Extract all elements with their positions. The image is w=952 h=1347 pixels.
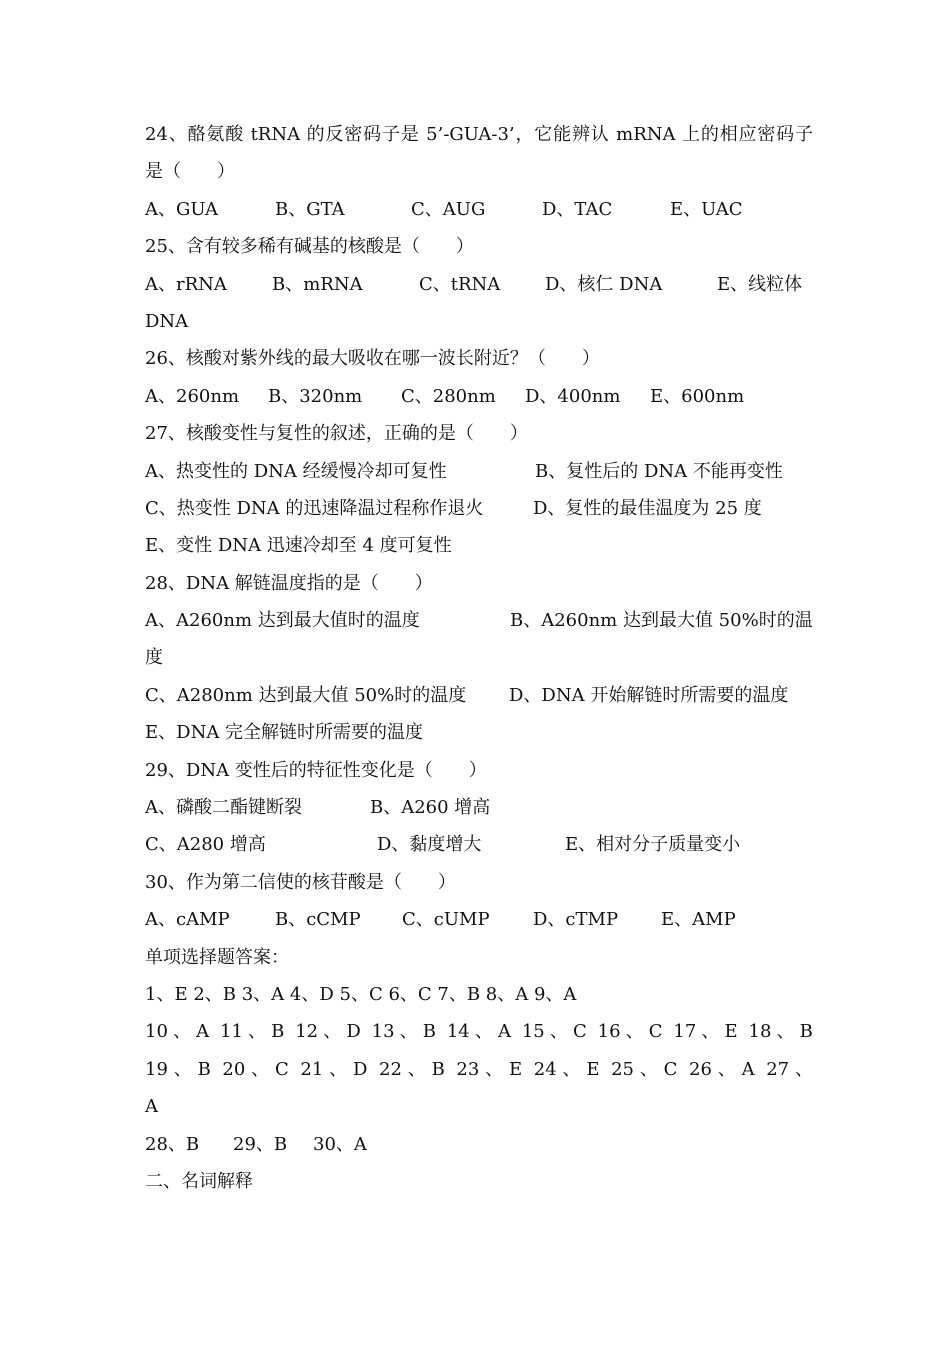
q25-option-wrap: DNA	[145, 310, 189, 332]
answer-item: 26、A	[689, 1058, 755, 1080]
q24-option-e: E、UAC	[670, 198, 743, 220]
answer-item: 29、B	[233, 1133, 288, 1155]
answer-item: 23、E	[456, 1058, 523, 1080]
q27-options-row2	[145, 490, 813, 527]
answer-item: 27、	[766, 1058, 813, 1080]
q28-option-b: B、A260nm 达到最大值 50%时的温	[510, 610, 813, 632]
q25-option-b: B、mRNA	[272, 273, 363, 295]
q29-stem: 29、DNA 变性后的特征性变化是（ ）	[145, 759, 487, 781]
q30-option-b: B、cCMP	[275, 909, 361, 931]
answer-item: 17、E	[673, 1021, 738, 1043]
q28-option-c: C、A280nm 达到最大值 50%时的温度	[145, 684, 467, 706]
q24-option-b: B、GTA	[275, 198, 345, 220]
q26-stem: 26、核酸对紫外线的最大吸收在哪一波长附近？（ ）	[145, 348, 600, 370]
q29-options-row2	[145, 826, 813, 863]
q24-option-c: C、AUG	[411, 198, 486, 220]
answers-row2	[145, 1013, 813, 1050]
answers-row3	[145, 1051, 813, 1088]
answers-heading: 单项选择题答案：	[145, 946, 289, 968]
q26-option-c: C、280nm	[401, 385, 496, 407]
answer-item: 13、B	[371, 1021, 437, 1043]
q30-option-d: D、cTMP	[533, 909, 619, 931]
q30-options	[145, 901, 813, 938]
q25-option-e: E、线粒体	[717, 273, 803, 295]
q25-option-a: A、rRNA	[145, 273, 227, 295]
q30-option-e: E、AMP	[661, 909, 736, 931]
q29-option-a: A、磷酸二酯键断裂	[145, 797, 302, 819]
q26-option-d: D、400nm	[525, 385, 621, 407]
answer-item: 12、D	[295, 1021, 361, 1043]
q25-stem: 25、含有较多稀有碱基的核酸是（ ）	[145, 236, 474, 258]
answers-row1: 1、E 2、B 3、A 4、D 5、C 6、C 7、B 8、A 9、A	[145, 983, 577, 1005]
answer-item: 16、C	[597, 1021, 663, 1043]
q30-option-c: C、cUMP	[402, 909, 490, 931]
q27-option-c: C、热变性 DNA 的迅速降温过程称作退火	[145, 497, 484, 519]
q24-option-d: D、TAC	[542, 198, 613, 220]
answer-item: 28、B	[145, 1133, 200, 1155]
q24-options	[145, 191, 813, 228]
q29-option-e: E、相对分子质量变小	[565, 834, 741, 856]
q25-option-c: C、tRNA	[419, 273, 501, 295]
answer-item: 24、E	[533, 1058, 600, 1080]
answer-item: 25、C	[611, 1058, 678, 1080]
q28-option-e: E、DNA 完全解链时所需要的温度	[145, 722, 424, 744]
q26-option-b: B、320nm	[268, 385, 363, 407]
answer-item: 11、B	[220, 1021, 285, 1043]
answer-item: 10、A	[145, 1021, 210, 1043]
q27-option-e: E、变性 DNA 迅速冷却至 4 度可复性	[145, 535, 452, 557]
q27-option-b: B、复性后的 DNA 不能再变性	[535, 460, 783, 482]
answer-item: 14、A	[446, 1021, 512, 1043]
q29-option-d: D、黏度增大	[377, 834, 482, 856]
q24-option-a: A、GUA	[145, 198, 218, 220]
q29-option-c: C、A280 增高	[145, 834, 266, 856]
answer-item: 18、B	[748, 1021, 813, 1043]
section2-heading: 二、名词解释	[145, 1170, 253, 1192]
answer-item: 21、D	[300, 1058, 368, 1080]
answer-item: 19、B	[145, 1058, 211, 1080]
q30-option-a: A、cAMP	[145, 909, 230, 931]
q24-stem-line1: 24、酪氨酸 tRNA 的反密码子是 5’-GUA-3’，它能辨认 mRNA 上的相应密码子	[145, 124, 813, 145]
answer-item: 15、C	[521, 1021, 587, 1043]
q28-stem: 28、DNA 解链温度指的是（ ）	[145, 572, 433, 594]
q28-option-d: D、DNA 开始解链时所需要的温度	[509, 684, 789, 706]
q30-stem: 30、作为第二信使的核苷酸是（ ）	[145, 871, 456, 893]
answers-row4	[145, 1126, 813, 1163]
q27-options-row1	[145, 453, 813, 490]
q27-stem: 27、核酸变性与复性的叙述，正确的是（ ）	[145, 423, 528, 445]
q28-options-row2	[145, 677, 813, 714]
q25-option-d: D、核仁 DNA	[545, 273, 663, 295]
document-body	[145, 116, 813, 1200]
q27-option-a: A、热变性的 DNA 经缓慢冷却可复性	[145, 460, 447, 482]
answers-row3-wrap: A	[145, 1096, 158, 1118]
q29-options-row1	[145, 789, 813, 826]
q26-option-a: A、260nm	[145, 385, 240, 407]
q28-option-a: A、A260nm 达到最大值时的温度	[145, 610, 420, 632]
q29-option-b: B、A260 增高	[370, 797, 491, 819]
answer-item: 30、A	[313, 1133, 367, 1155]
q27-option-d: D、复性的最佳温度为 25 度	[533, 497, 762, 519]
q25-options	[145, 266, 813, 303]
q28-options-row1	[145, 602, 813, 639]
answer-item: 22、B	[379, 1058, 445, 1080]
q26-option-e: E、600nm	[650, 385, 745, 407]
q28-option-b-wrap: 度	[145, 647, 163, 669]
q26-options	[145, 378, 813, 415]
q24-stem-line2: 是（ ）	[145, 161, 235, 183]
answer-item: 20、C	[222, 1058, 289, 1080]
